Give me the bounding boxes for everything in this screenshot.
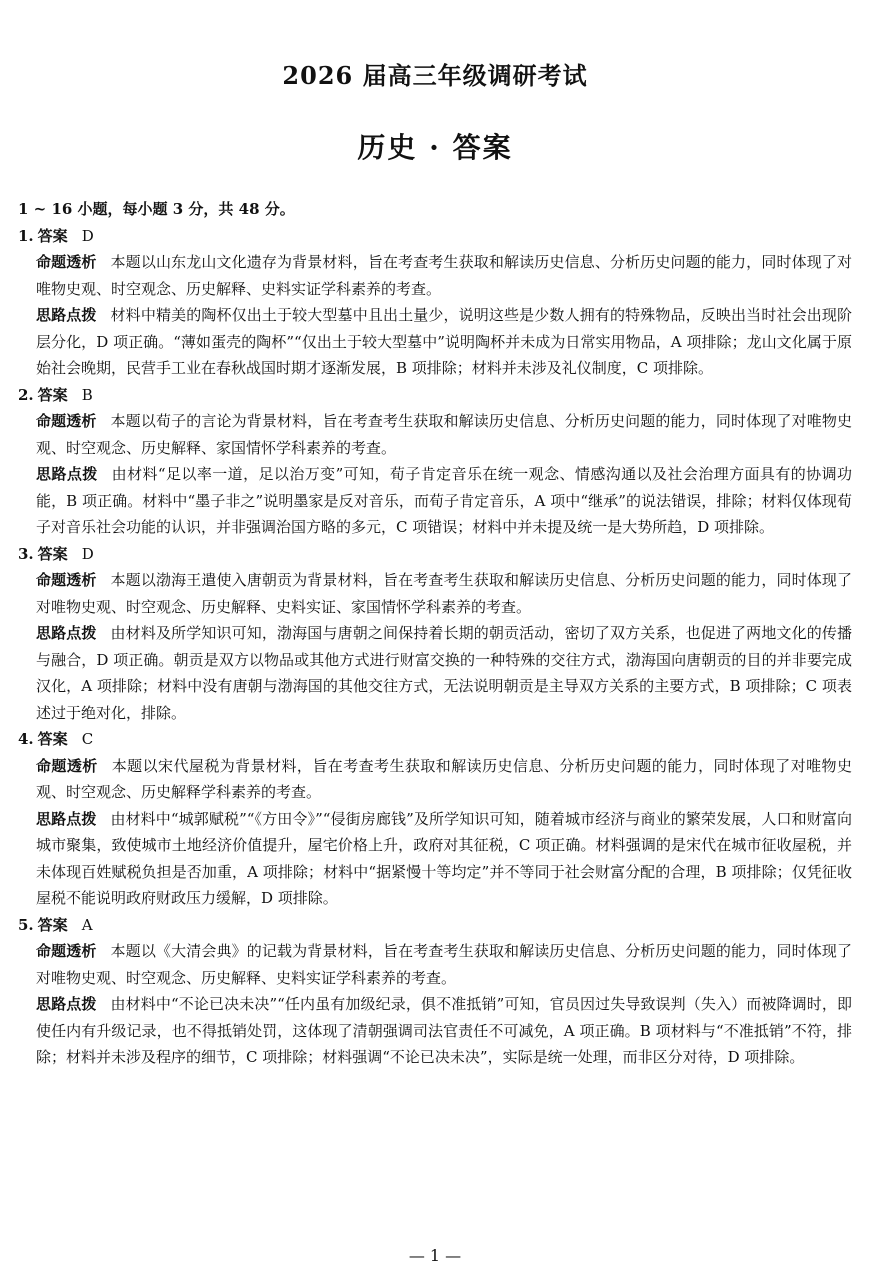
analysis-label: 命题透析 <box>36 756 98 775</box>
hint-text: 由材料中“城郭赋税”“《方田令》”“侵街房廊钱”及所学知识可知，随着城市经济与商业的繁荣发展，人口和财富向城市聚集，致使城市土地经济价值提升，屋宅价格上升，政府对其征税，C 项正确。材料强调的是宋代在城市征收屋税，并未体现百姓赋税负担是否加重，A 项排除；材料中“据紧慢十等均定”并不等同于社会财富分配的合理，B 项排除；仅凭征收屋税不能说明政府财政压力缓解，D 项排除。 <box>36 809 852 907</box>
question-block <box>18 726 852 912</box>
hint-paragraph <box>36 302 852 382</box>
question-number: 3. <box>18 544 34 563</box>
hint-paragraph <box>36 461 852 541</box>
analysis-paragraph <box>36 408 852 461</box>
analysis-paragraph <box>36 249 852 302</box>
answer-value: D <box>81 544 94 563</box>
answer-label: 答案 <box>37 226 68 245</box>
answer-label: 答案 <box>37 544 68 563</box>
hint-label: 思路点拨 <box>36 995 97 1013</box>
analysis-label: 命题透析 <box>36 253 97 271</box>
hint-text: 由材料中“不论已决未决”“任内虽有加级纪录，俱不准抵销”可知，官员因过失导致误判（失入）而被降调时，即使任内有升级记录，也不得抵销处罚，这体现了清朝强调司法官责任不可减免，A 项正确。B 项材料与“不准抵销”不符，排除；材料并未涉及程序的细节，C 项排除；材料强调“不论已决未决”，实际是统一处理，而非区分对待，D 项排除。 <box>36 995 852 1066</box>
hint-label: 思路点拨 <box>36 465 98 483</box>
analysis-text: 本题以渤海王遣使入唐朝贡为背景材料，旨在考查考生获取和解读历史信息、分析历史问题的能力，同时体现了对唯物史观、时空观念、历史解释、史料实证、家国情怀学科素养的考查。 <box>36 571 852 616</box>
hint-paragraph <box>36 620 852 726</box>
page-number: — 1 — <box>408 1246 462 1265</box>
analysis-paragraph <box>36 753 852 806</box>
answer-value: D <box>81 226 94 245</box>
analysis-paragraph <box>36 567 852 620</box>
hint-text: 材料中精美的陶杯仅出土于较大型墓中且出土量少，说明这些是少数人拥有的特殊物品，反映出当时社会出现阶层分化，D 项正确。“薄如蛋壳的陶杯”“仅出土于较大型墓中”说明陶杯并未成为日常实用物品，A 项排除；龙山文化属于原始社会晚期，民营手工业在春秋战国时期才逐渐发展，B 项排除；材料并未涉及礼仪制度，C 项排除。 <box>36 306 852 377</box>
hint-paragraph <box>36 806 852 912</box>
question-header <box>18 912 852 939</box>
exam-subtitle: 历史 · 答案 <box>357 131 513 164</box>
hint-label: 思路点拨 <box>36 809 97 828</box>
analysis-text: 本题以荀子的言论为背景材料，旨在考查考生获取和解读历史信息、分析历史问题的能力，同时体现了对唯物史观、时空观念、历史解释、家国情怀学科素养的考查。 <box>36 412 852 457</box>
question-block <box>18 541 852 727</box>
analysis-text: 本题以山东龙山文化遗存为背景材料，旨在考查考生获取和解读历史信息、分析历史问题的能力，同时体现了对唯物史观、时空观念、历史解释、史料实证学科素养的考查。 <box>36 253 852 298</box>
question-list <box>18 223 852 1071</box>
question-header <box>18 726 852 753</box>
analysis-text: 本题以《大清会典》的记载为背景材料，旨在考查考生获取和解读历史信息、分析历史问题的能力，同时体现了对唯物史观、时空观念、历史解释、史料实证学科素养的考查。 <box>36 942 852 987</box>
hint-label: 思路点拨 <box>36 624 97 642</box>
answer-content <box>18 196 852 1071</box>
analysis-label: 命题透析 <box>36 412 97 430</box>
analysis-text: 本题以宋代屋税为背景材料，旨在考查考生获取和解读历史信息、分析历史问题的能力，同时体现了对唯物史观、时空观念、历史解释学科素养的考查。 <box>36 756 852 801</box>
analysis-paragraph <box>36 938 852 991</box>
answer-label: 答案 <box>37 385 68 404</box>
section-intro: 1 ~ 16 小题，每小题 3 分，共 48 分。 <box>18 200 295 218</box>
exam-title: 2026 届高三年级调研考试 <box>282 61 588 90</box>
question-number: 4. <box>18 730 34 748</box>
hint-label: 思路点拨 <box>36 306 97 324</box>
hint-paragraph <box>36 991 852 1071</box>
hint-text: 由材料“足以率一道，足以治万变”可知，荀子肯定音乐在统一观念、情感沟通以及社会治理方面具有的协调功能，B 项正确。材料中“墨子非之”说明墨家是反对音乐，而荀子肯定音乐，A 项中“继承”的说法错误，排除；材料仅体现荀子对音乐社会功能的认识，并非强调治国方略的多元，C 项错误；材料中并未提及统一是大势所趋，D 项排除。 <box>36 465 852 536</box>
question-block <box>18 223 852 382</box>
question-block <box>18 912 852 1071</box>
question-number: 2. <box>18 385 34 404</box>
question-number: 5. <box>18 915 34 934</box>
question-header <box>18 541 852 568</box>
answer-label: 答案 <box>37 730 68 748</box>
question-header <box>18 223 852 250</box>
question-header <box>18 382 852 409</box>
answer-value: A <box>81 915 93 934</box>
hint-text: 由材料及所学知识可知，渤海国与唐朝之间保持着长期的朝贡活动，密切了双方关系，也促进了两地文化的传播与融合，D 项正确。朝贡是双方以物品或其他方式进行财富交换的一种特殊的交往方式，渤海国向唐朝贡的目的并非要完成汉化，A 项排除；材料中没有唐朝与渤海国的其他交往方式，无法说明朝贡是主导双方关系的主要方式，B 项排除；C 项表述过于绝对化，排除。 <box>36 624 852 722</box>
analysis-label: 命题透析 <box>36 571 97 589</box>
answer-value: B <box>81 385 93 404</box>
question-block <box>18 382 852 541</box>
answer-value: C <box>81 730 94 748</box>
answer-label: 答案 <box>37 915 68 934</box>
question-number: 1. <box>18 226 34 245</box>
analysis-label: 命题透析 <box>36 942 97 960</box>
